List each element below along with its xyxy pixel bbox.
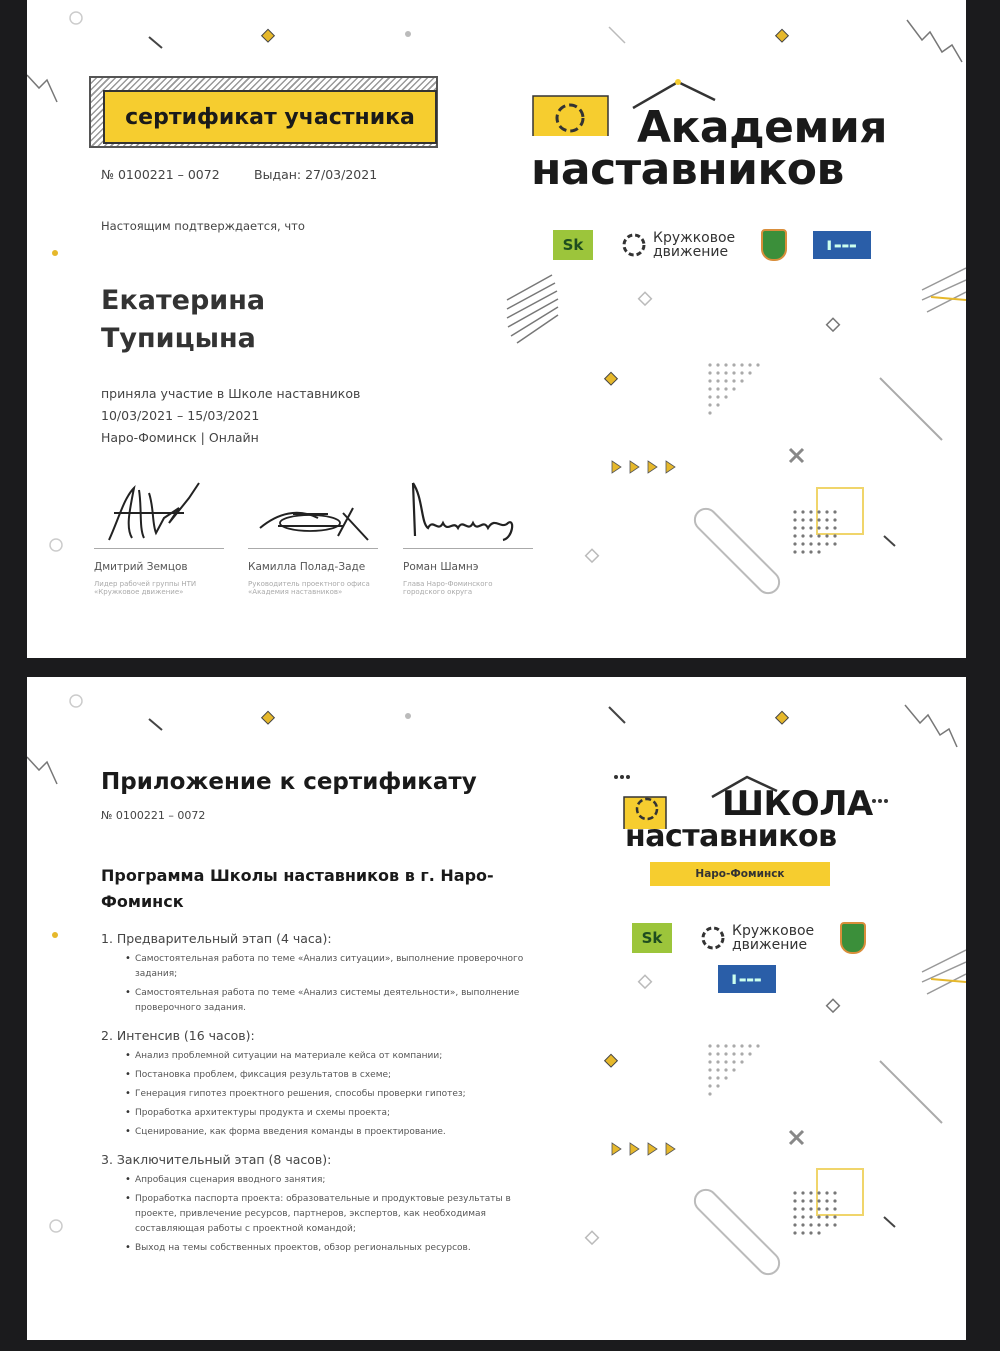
kruzhkovoe-label-1: Кружковое bbox=[653, 230, 736, 246]
certificate-page bbox=[27, 0, 966, 658]
stage-3 bbox=[101, 1152, 545, 1256]
participation-details bbox=[101, 383, 360, 449]
list-item: • Самостоятельная работа по теме «Анализ ситуации», выполнение проверочного задания; bbox=[101, 952, 545, 982]
school-logo bbox=[602, 769, 902, 899]
skolkovo-logo: Sk bbox=[553, 230, 593, 260]
logo-title-line1: Академия bbox=[637, 102, 888, 153]
program-title: Программа Школы наставников в г. Наро-Фоминск bbox=[101, 866, 494, 911]
partner-logos bbox=[632, 922, 866, 954]
signature-1 bbox=[94, 478, 224, 548]
partner-logos bbox=[553, 229, 871, 261]
appendix-page bbox=[27, 677, 966, 1340]
kruzhkovoe-label-1: Кружковое bbox=[732, 923, 815, 939]
participation-text: приняла участие в Школе наставников bbox=[101, 386, 361, 401]
stage-2 bbox=[101, 1028, 545, 1140]
signature-2 bbox=[248, 478, 378, 548]
gear-icon bbox=[698, 923, 728, 953]
list-item: • Генерация гипотез проектного решения, способы проверки гипотез; bbox=[101, 1087, 545, 1102]
recipient-name bbox=[101, 282, 265, 358]
signature-block-1 bbox=[94, 478, 224, 596]
recipient-first-name: Екатерина bbox=[101, 285, 266, 316]
sponsor-logo: ▌▬▬▬ bbox=[718, 965, 776, 993]
confirm-text: Настоящим подтверждается, что bbox=[101, 219, 305, 233]
signatory-name: Дмитрий Земцов bbox=[94, 561, 188, 573]
kruzhkovoe-label-2: движение bbox=[732, 937, 808, 953]
sponsor-logo: ▌▬▬▬ bbox=[813, 231, 871, 259]
list-item: • Апробация сценария вводного занятия; bbox=[101, 1173, 545, 1188]
city-crest-logo bbox=[840, 922, 866, 954]
signatory-position: Глава Наро-Фоминского городского округа bbox=[403, 580, 493, 596]
certificate-number: № 0100221 – 0072 bbox=[101, 167, 220, 182]
logo-title-line2: наставников bbox=[625, 819, 837, 854]
signature-3 bbox=[403, 478, 533, 548]
signature-block-3 bbox=[403, 478, 533, 596]
list-item: • Постановка проблем, фиксация результатов в схеме; bbox=[101, 1068, 545, 1083]
list-item: • Проработка архитектуры продукта и схемы проекта; bbox=[101, 1106, 545, 1121]
location-ribbon: Наро-Фоминск bbox=[650, 862, 830, 886]
gear-icon bbox=[619, 230, 649, 260]
certificate-badge-label: сертификат участника bbox=[103, 90, 437, 144]
city-crest-logo bbox=[761, 229, 787, 261]
skolkovo-logo: Sk bbox=[632, 923, 672, 953]
signatory-position: Руководитель проектного офиса «Академия наставников» bbox=[248, 580, 370, 596]
list-item: • Анализ проблемной ситуации на материале кейса от компании; bbox=[101, 1049, 545, 1064]
stage-1 bbox=[101, 931, 545, 1016]
stage-title: 1. Предварительный этап (4 часа): bbox=[101, 931, 332, 946]
issue-date: Выдан: 27/03/2021 bbox=[254, 167, 378, 182]
program-stages bbox=[101, 931, 545, 1256]
participation-dates: 10/03/2021 – 15/03/2021 bbox=[101, 408, 260, 423]
list-item: • Самостоятельная работа по теме «Анализ системы деятельности», выполнение проверочного задания. bbox=[101, 986, 545, 1016]
logo-title-line1: ШКОЛА bbox=[722, 784, 873, 824]
academy-logo bbox=[530, 76, 940, 201]
certificate-badge bbox=[97, 86, 437, 144]
kruzhkovoe-label-2: движение bbox=[653, 244, 729, 260]
signatory-name: Роман Шамнэ bbox=[403, 561, 479, 573]
list-item: • Проработка паспорта проекта: образовательные и продуктовые результаты в проекте, привлечение ресурсов, партнеров, экспертов, как необходимая составляющая работы с проектной командой; bbox=[101, 1192, 545, 1237]
signature-block-2 bbox=[248, 478, 378, 596]
list-item: • Сценирование, как форма введения команды в проектирование. bbox=[101, 1125, 545, 1140]
appendix-number: № 0100221 – 0072 bbox=[101, 809, 206, 822]
appendix-title: Приложение к сертификату bbox=[101, 769, 477, 795]
stage-title: 3. Заключительный этап (8 часов): bbox=[101, 1152, 332, 1167]
kruzhkovoe-logo bbox=[619, 230, 735, 260]
logo-title-line2: наставников bbox=[531, 144, 844, 195]
signatory-name: Камилла Полад-Заде bbox=[248, 561, 366, 573]
list-item: • Выход на темы собственных проектов, обзор региональных ресурсов. bbox=[101, 1241, 545, 1256]
signatory-position: Лидер рабочей группы НТИ «Кружковое движение» bbox=[94, 580, 197, 596]
participation-place: Наро-Фоминск | Онлайн bbox=[101, 430, 259, 445]
recipient-last-name: Тупицына bbox=[101, 323, 256, 354]
stage-title: 2. Интенсив (16 часов): bbox=[101, 1028, 255, 1043]
kruzhkovoe-logo bbox=[698, 923, 814, 953]
